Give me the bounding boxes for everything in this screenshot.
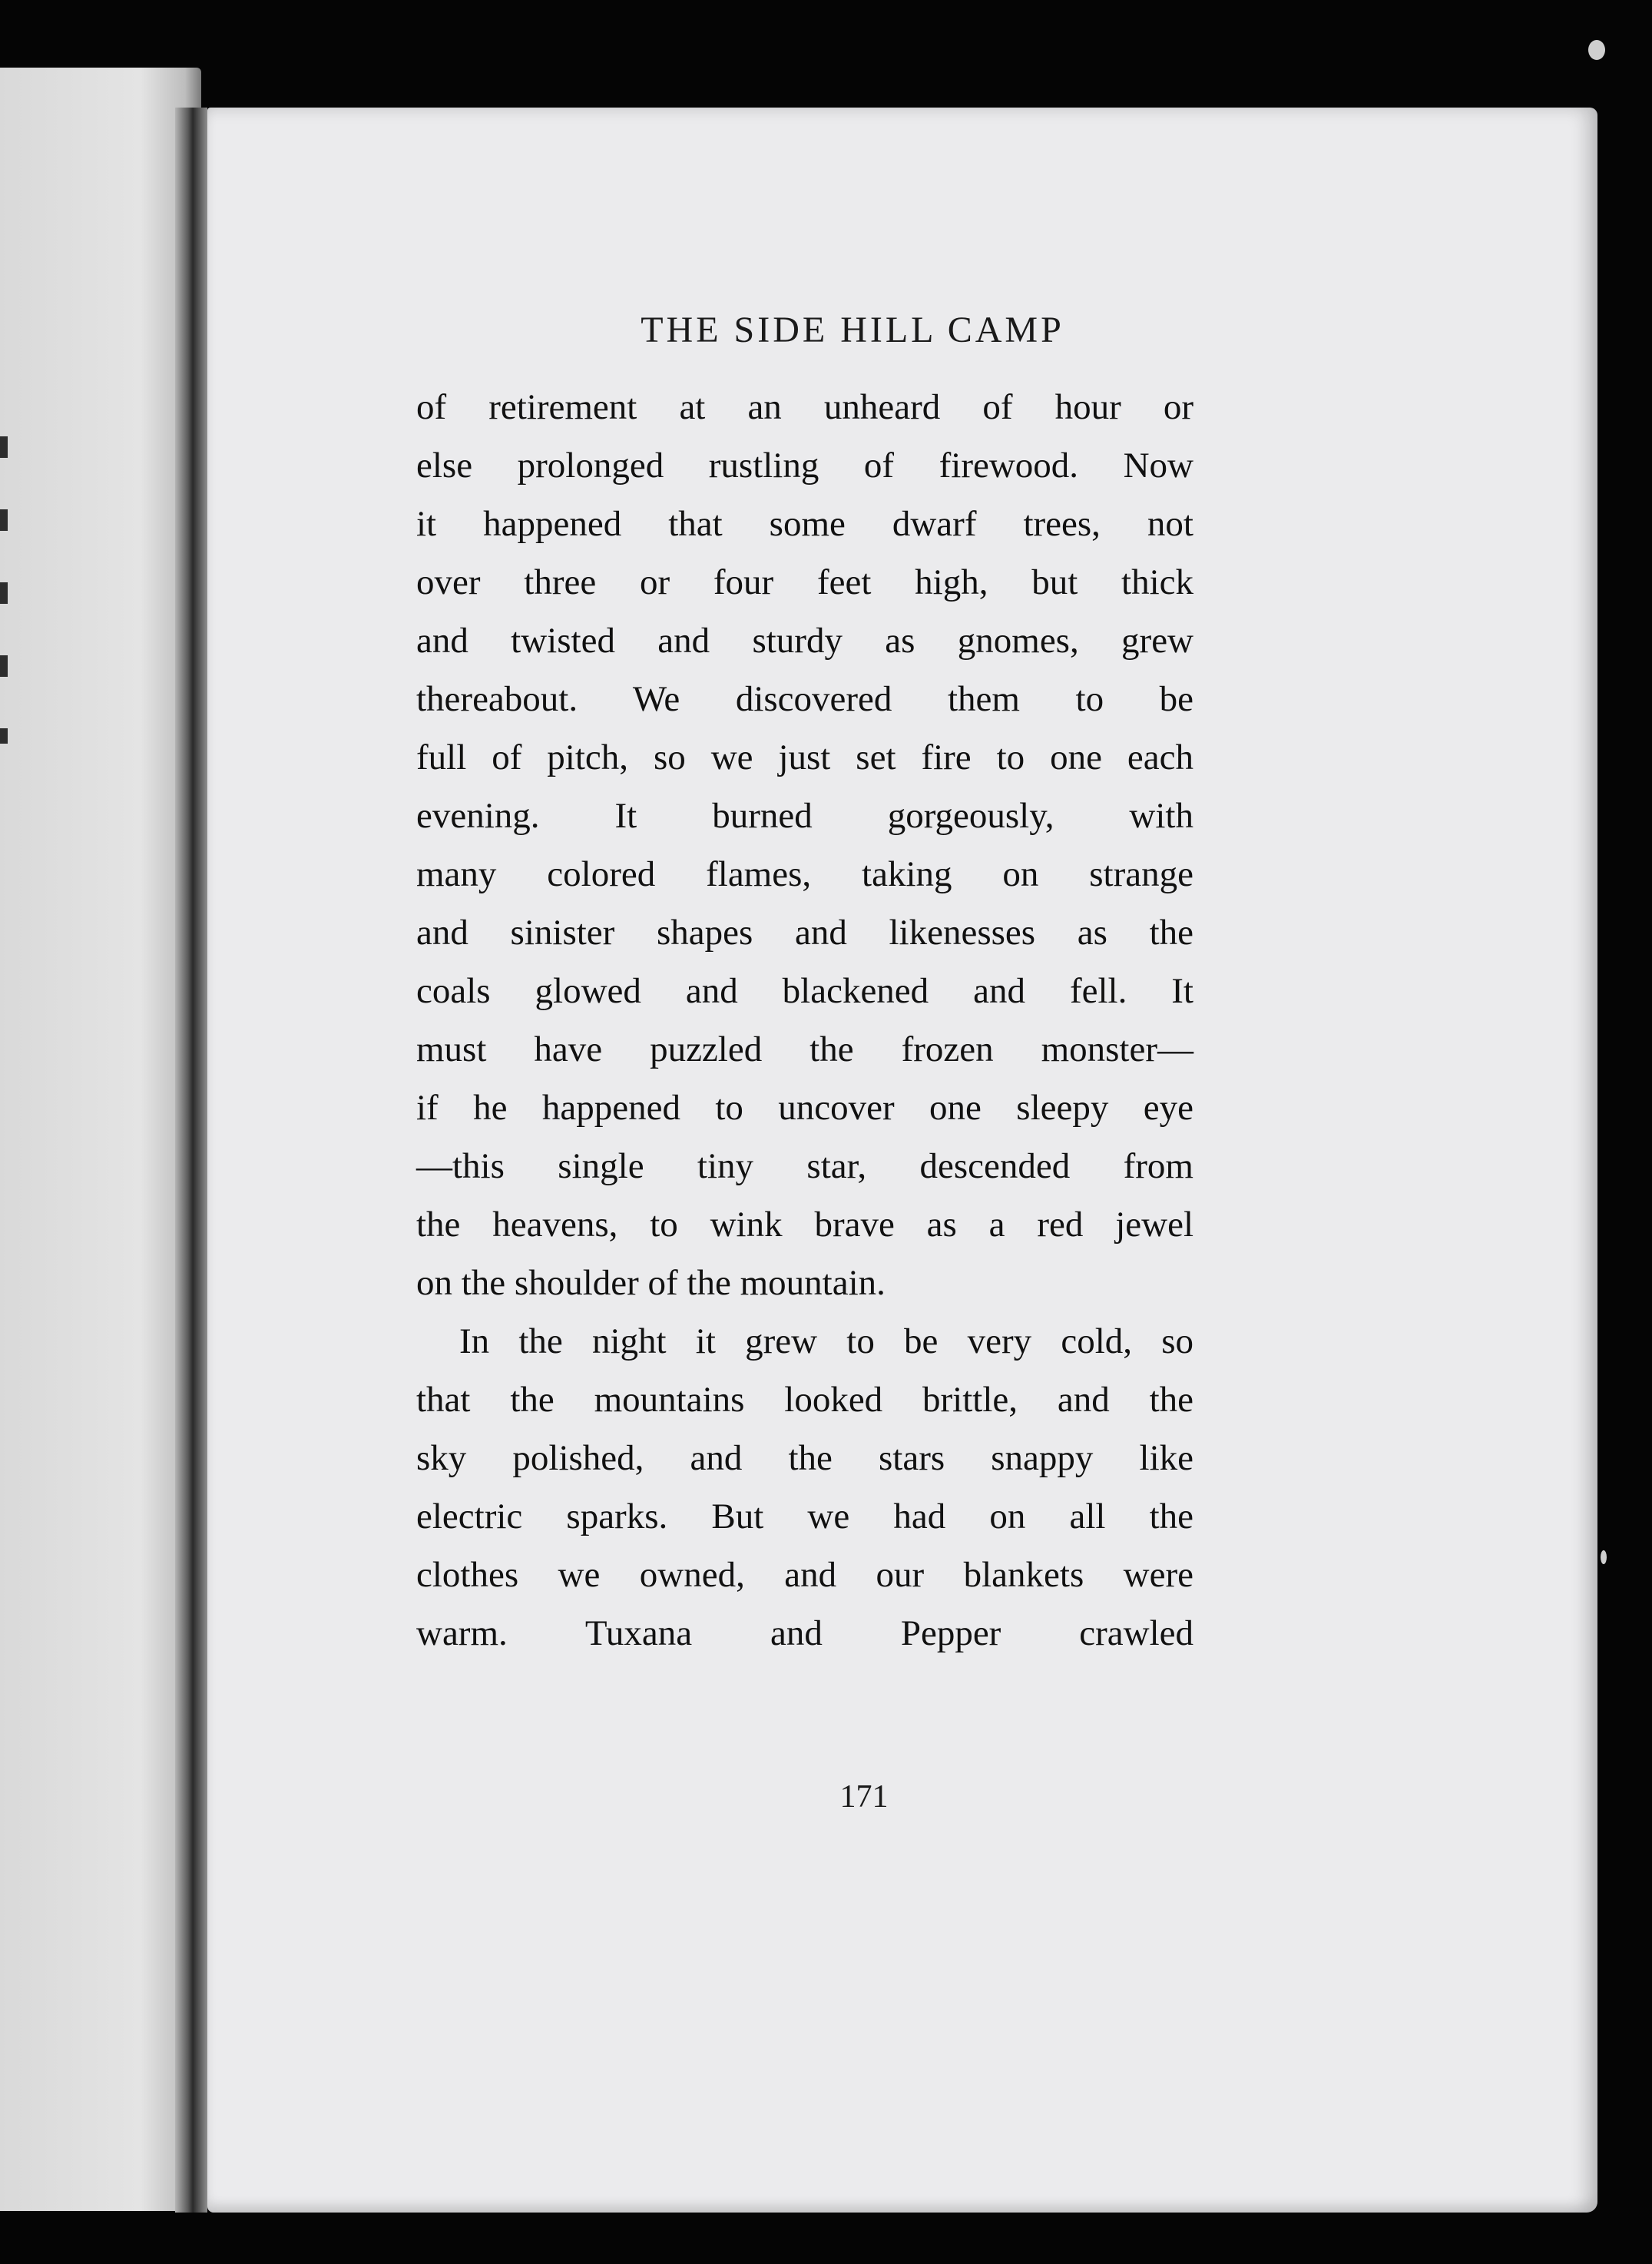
text-line: —this single tiny star, descended from bbox=[416, 1146, 1193, 1186]
text-line: on the shoulder of the mountain. bbox=[416, 1263, 886, 1303]
running-head: THE SIDE HILL CAMP bbox=[641, 310, 1064, 350]
text-line: warm. Tuxana and Pepper crawled bbox=[416, 1613, 1193, 1653]
page-number: 171 bbox=[839, 1779, 889, 1815]
text-line: many colored flames, taking on strange bbox=[416, 854, 1193, 894]
paragraph-1 bbox=[416, 378, 1193, 1312]
text-line: full of pitch, so we just set fire to one each bbox=[416, 738, 1193, 777]
text-line: must have puzzled the frozen monster— bbox=[416, 1029, 1193, 1069]
previous-page-edge bbox=[0, 68, 201, 2211]
text-line: and twisted and sturdy as gnomes, grew bbox=[416, 621, 1193, 661]
text-line: that the mountains looked brittle, and the bbox=[416, 1380, 1193, 1420]
text-line: electric sparks. But we had on all the bbox=[416, 1497, 1193, 1536]
text-line: sky polished, and the stars snappy like bbox=[416, 1438, 1193, 1478]
text-line: evening. It burned gorgeously, with bbox=[416, 796, 1193, 836]
text-line: clothes we owned, and our blankets were bbox=[416, 1555, 1193, 1595]
text-line: it happened that some dwarf trees, not bbox=[416, 504, 1193, 544]
text-line: coals glowed and blackened and fell. It bbox=[416, 971, 1193, 1011]
dust-speck bbox=[1588, 40, 1605, 60]
dust-speck bbox=[1601, 1550, 1607, 1564]
body-text bbox=[416, 378, 1193, 1662]
text-line: In the night it grew to be very cold, so bbox=[459, 1321, 1193, 1361]
text-line: if he happened to uncover one sleepy eye bbox=[416, 1088, 1193, 1128]
paragraph-2 bbox=[416, 1312, 1193, 1662]
text-line: else prolonged rustling of firewood. Now bbox=[416, 446, 1193, 486]
book-page bbox=[207, 108, 1597, 2213]
text-line: thereabout. We discovered them to be bbox=[416, 679, 1193, 719]
previous-page-text-fragments bbox=[0, 436, 8, 744]
text-line: and sinister shapes and likenesses as the bbox=[416, 913, 1193, 953]
text-line: of retirement at an unheard of hour or bbox=[416, 387, 1193, 427]
book-gutter bbox=[175, 108, 207, 2213]
text-line: the heavens, to wink brave as a red jewel bbox=[416, 1205, 1193, 1245]
text-line: over three or four feet high, but thick bbox=[416, 562, 1193, 602]
